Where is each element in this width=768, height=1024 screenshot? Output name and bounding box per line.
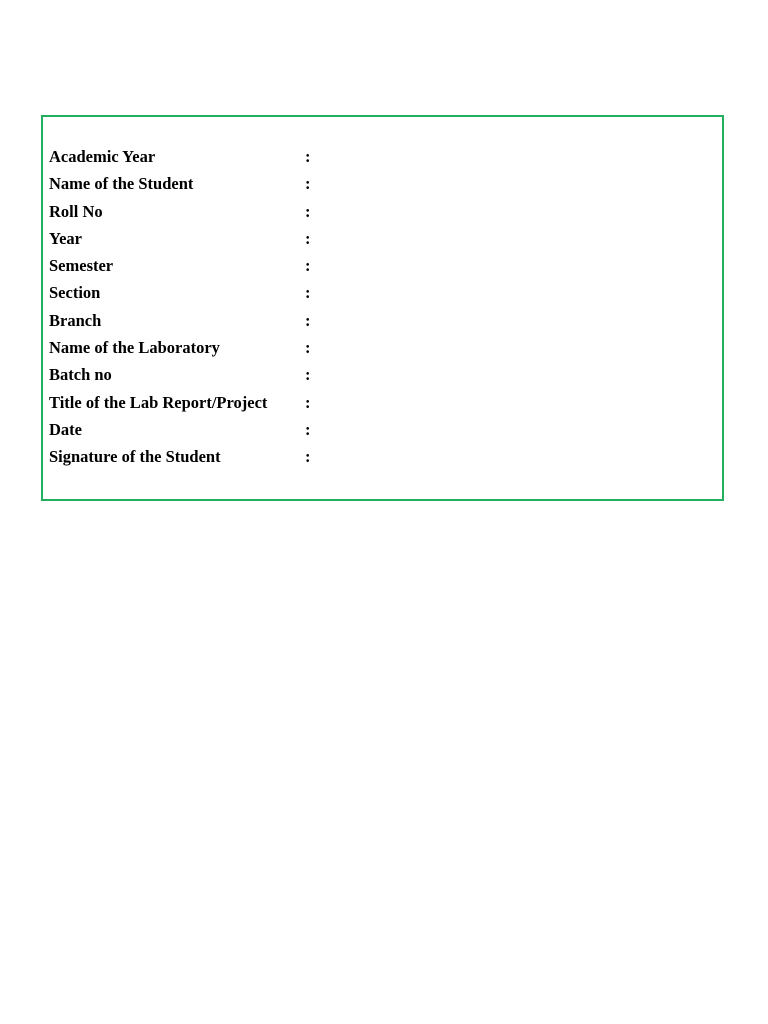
field-colon: : (305, 201, 311, 221)
field-colon: : (305, 228, 311, 248)
field-row-1 (49, 170, 716, 197)
field-row-3 (49, 225, 716, 252)
field-colon: : (305, 147, 311, 166)
field-label-2: Roll No (49, 201, 103, 221)
student-details-box (41, 115, 724, 501)
field-row-7 (49, 334, 716, 361)
field-row-11 (49, 443, 716, 470)
field-label-9: Title of the Lab Report/Project (49, 392, 268, 412)
field-row-4 (49, 252, 716, 279)
field-colon: : (305, 447, 311, 467)
field-label-5: Section (49, 283, 101, 303)
field-label-6: Branch (49, 310, 102, 330)
field-label-3: Year (49, 228, 82, 248)
field-label-0: Academic Year (49, 147, 156, 166)
field-list (49, 143, 716, 471)
field-row-0 (49, 143, 716, 170)
field-label-4: Semester (49, 256, 114, 276)
field-row-2 (49, 198, 716, 225)
field-colon: : (305, 338, 311, 358)
field-label-8: Batch no (49, 365, 112, 385)
field-label-7: Name of the Laboratory (49, 338, 220, 358)
field-colon: : (305, 392, 311, 412)
field-colon: : (305, 256, 311, 276)
field-label-1: Name of the Student (49, 174, 194, 194)
field-colon: : (305, 419, 311, 439)
field-label-11: Signature of the Student (49, 447, 221, 467)
field-row-8 (49, 361, 716, 388)
field-row-5 (49, 279, 716, 306)
field-row-6 (49, 307, 716, 334)
field-colon: : (305, 174, 311, 194)
field-colon: : (305, 365, 311, 385)
field-label-10: Date (49, 419, 82, 439)
field-row-9 (49, 389, 716, 416)
field-colon: : (305, 310, 311, 330)
field-row-10 (49, 416, 716, 443)
field-colon: : (305, 283, 311, 303)
